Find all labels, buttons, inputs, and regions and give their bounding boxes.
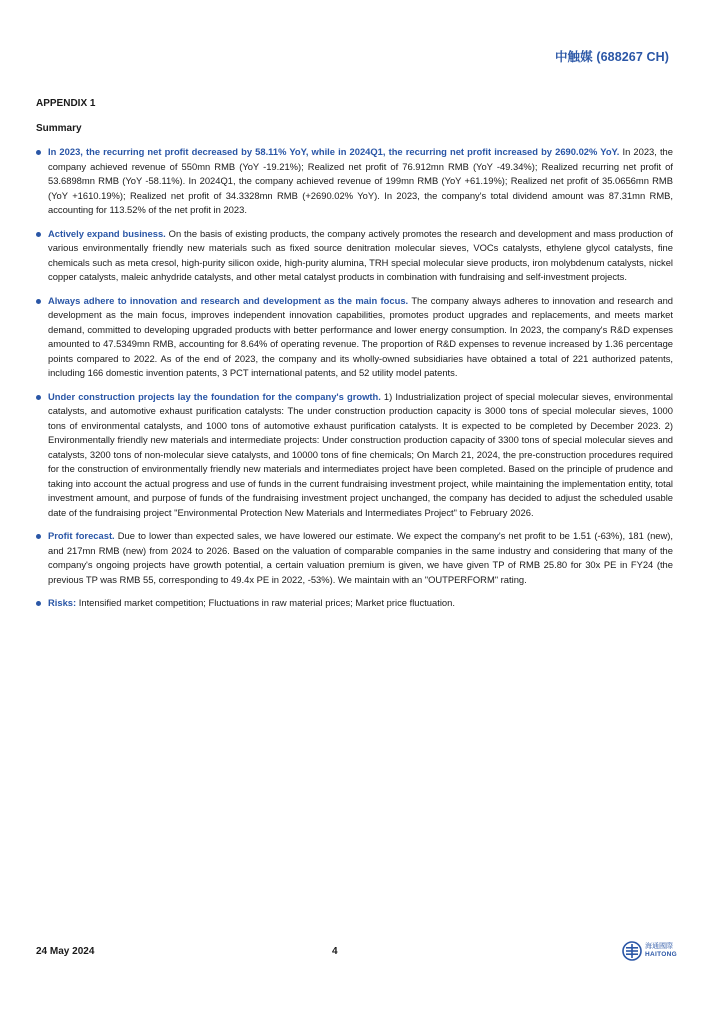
bullet-text: In 2023, the company achieved revenue of 550mn RMB (YoY -19.21%); Realized net profit of 76.912mn RMB (YoY -49.34%); Realized recurring net profit of 53.6898mn RMB (YoY -58.11%). In 2024Q1, the company achieved revenue of 199mn RMB (YoY +61.19%); Realized net profit of 35.0656mn RMB (YoY +1610.19%); Realized net profit of 34.3328mn RMB (+2690.02% YoY). In 2023, the company's total dividend amount was 87.31mn RMB, accounting for 113.52% of the net profit in 2023. <box>48 146 673 215</box>
summary-bullet-earnings <box>36 145 673 218</box>
summary-bullet-forecast <box>36 529 673 587</box>
summary-bullet-rnd <box>36 294 673 381</box>
bullet-lead: Profit forecast. <box>48 530 115 541</box>
bullet-lead: Under construction projects lay the foundation for the company's growth. <box>48 390 381 402</box>
bullet-lead: Actively expand business. <box>48 227 166 239</box>
footer-date: 24 May 2024 <box>36 946 95 957</box>
summary-bullet-list <box>36 145 673 620</box>
summary-bullet-risks <box>36 596 673 611</box>
bullet-text: Intensified market competition; Fluctuations in raw material prices; Market price fluctuation. <box>76 597 455 608</box>
bullet-dot-icon <box>36 601 41 606</box>
haitong-logo <box>622 941 677 961</box>
bullet-text: 1) Industrialization project of special molecular sieves, environmental catalysts, and automotive exhaust purification catalysts: The under construction production capacity is 3000 tons of special molecular sieves, 1000 tons of environmental catalysts, and 1000 tons of automotive exhaust purification catalysts. It is expected to be completed by December 2023. 2) Environmentally friendly new materials and intermediate projects: Under construction production capacity of 3300 tons of special molecular sieves and catalysts, 3200 tons of non-molecular sieve catalysts, and 10000 tons of fine chemicals; On March 21, 2024, the pre-construction procedures required for the construction of environmentally friendly new materials and intermediates project have been completed. Based on the principle of prudence and taking into account the actual progress and use of funds in the current fundraising investment project, while maintaining the implementation entity, total investment amount, and purpose of funds of the fundraising investment project unchanged, the company has decided to adjust the scheduled usable date of the fundraising project "Environmental Protection New Materials and Intermediates Project" to February 2026. <box>48 390 673 518</box>
summary-heading: Summary <box>36 123 82 134</box>
bullet-text: The company always adheres to innovation and research and development as the main focus, improves independent innovation capabilities, promotes product upgrades and replacements, and meets market demand, committed to developing upgraded products with better performance and lower energy consumption. In 2023, the company's R&D expenses amounted to 47.5349mn RMB, accounting for 8.64% of operating revenue. The proportion of R&D expenses to revenue increased by 1.36 percentage points compared to 2022. As of the end of 2023, the company and its wholly-owned subsidiaries have obtained a total of 221 authorized patents, including 166 domestic invention patents, 3 PCT international patents, and 52 utility model patents. <box>48 294 673 378</box>
bullet-dot-icon <box>36 395 41 400</box>
page-number: 4 <box>332 946 338 957</box>
bullet-lead: Always adhere to innovation and research and development as the main focus. <box>48 294 409 306</box>
appendix-heading: APPENDIX 1 <box>36 98 96 109</box>
bullet-text: Due to lower than expected sales, we have lowered our estimate. We expect the company's net profit to be 1.51 (-63%), 181 (new), and 217mn RMB (new) from 2024 to 2026. Based on the valuation of comparable companies in the same industry and considering that many of the company's ongoing projects have growth potential, a certain valuation premium is given, we have given TP of RMB 25.80 for 30x PE in FY24 (the previous TP was RMB 55, corresponding to 49.4x PE in 2022, -53%). We maintain with an "OUTPERFORM" rating. <box>48 530 673 585</box>
report-ticker-title: 中触媒 (688267 CH) <box>554 50 669 64</box>
logo-text-cn: 海通國際 <box>645 943 673 950</box>
summary-bullet-projects <box>36 390 673 521</box>
bullet-dot-icon <box>36 534 41 539</box>
logo-text-en: HAITONG <box>645 951 677 958</box>
bullet-dot-icon <box>36 232 41 237</box>
haitong-logo-icon <box>622 941 642 961</box>
bullet-lead: In 2023, the recurring net profit decreased by 58.11% YoY, while in 2024Q1, the recurring net profit increased by 2690.02% YoY. <box>48 146 620 157</box>
bullet-dot-icon <box>36 150 41 155</box>
bullet-lead: Risks: <box>48 597 77 608</box>
bullet-text: On the basis of existing products, the company actively promotes the research and development and mass production of various environmentally friendly new materials such as fixed source denitration molecular sieves, VOCs catalysts, ethylene glycol catalysts, fine chemicals such as meta cresol, high-purity silicon oxide, high-purity alumina, TRH special molecular sieve products, iron molybdenum catalysts, nickel copper catalysts, maleic anhydride catalysts, and other metal catalyst products in combination with fundraising and self-investment projects. <box>48 227 674 282</box>
bullet-dot-icon <box>36 299 41 304</box>
summary-bullet-business <box>36 227 673 285</box>
logo-text <box>645 943 677 959</box>
